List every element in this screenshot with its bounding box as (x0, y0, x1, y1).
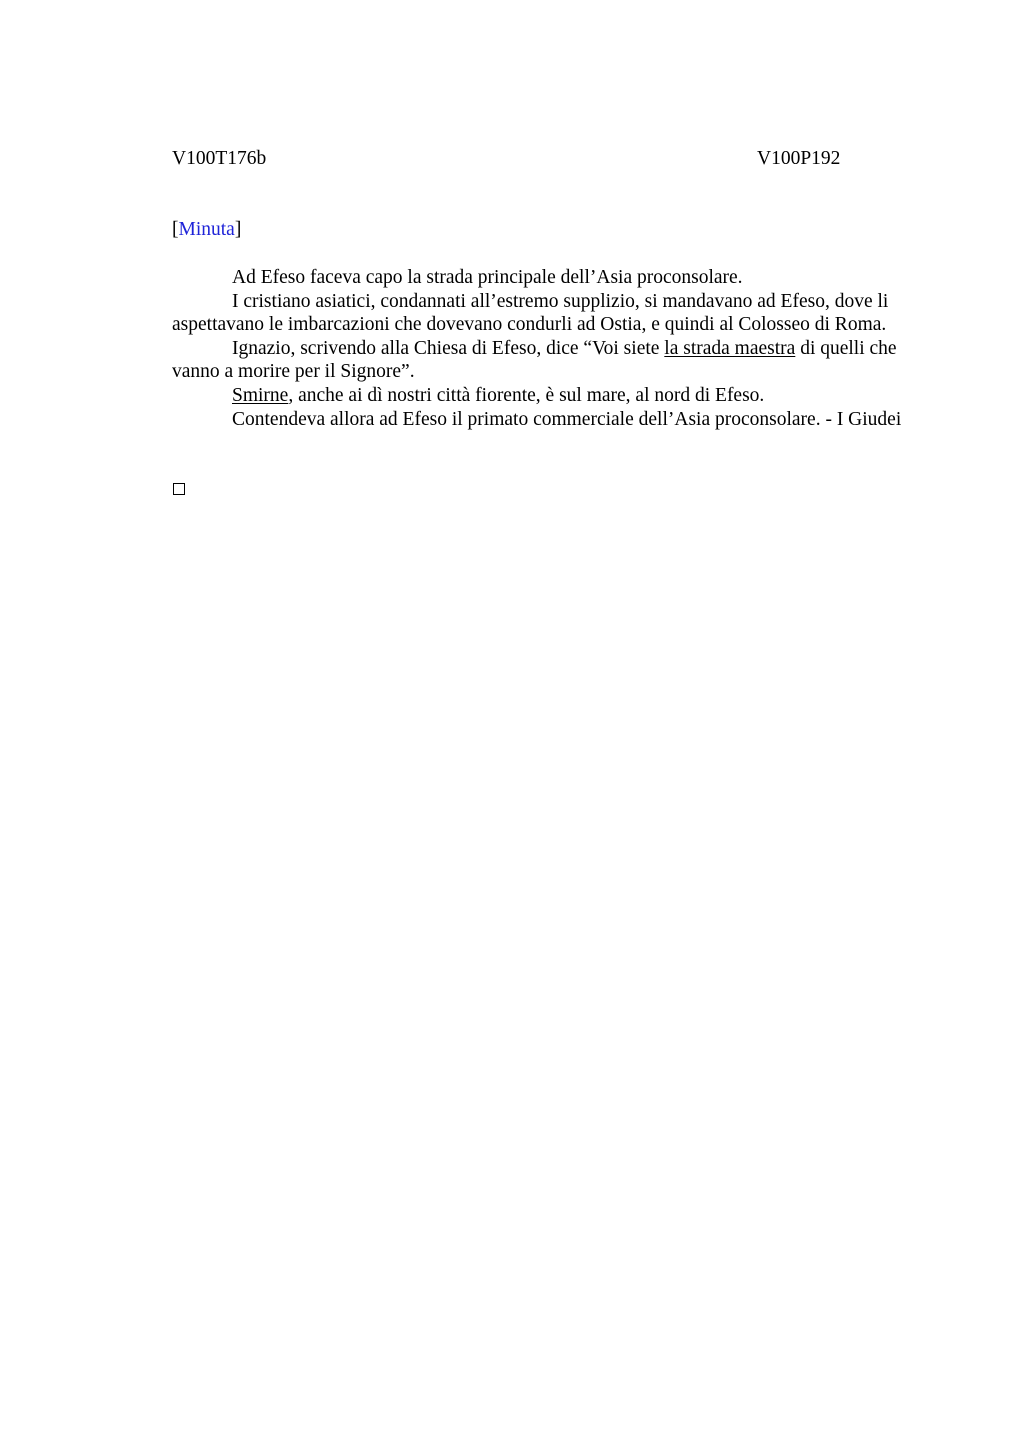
document-code-left: V100T176b (172, 148, 267, 169)
paragraph-2: I cristiano asiatici, condannati all’estremo supplizio, si mandavano ad Efeso, dove li aspettavano le imbarcazioni che dovevano condurli ad Ostia, e quindi al Colosseo di Roma. (172, 290, 889, 336)
checkbox-icon (173, 483, 185, 495)
paragraph-4 (172, 384, 942, 408)
paragraph-1: Ad Efeso faceva capo la strada principale dell’Asia proconsolare. (232, 267, 743, 288)
paragraph-5: Contendeva allora ad Efeso il primato commerciale dell’Asia proconsolare. - I Giudei (232, 408, 902, 430)
section-label (172, 219, 241, 241)
minuta-link[interactable]: Minuta (178, 219, 235, 240)
bracket-close: ] (234, 219, 242, 240)
document-body (172, 266, 942, 431)
underlined-phrase: la strada maestra (664, 337, 796, 359)
bracket-open: [ (172, 219, 179, 240)
paragraph-4-text-after: , anche ai dì nostri città fiorente, è sul mare, al nord di Efeso. (288, 384, 765, 406)
paragraph-3-text-before: Ignazio, scrivendo alla Chiesa di Efeso, dice “Voi siete (232, 337, 665, 359)
paragraph-3 (172, 337, 942, 384)
underlined-place-name: Smirne (232, 384, 289, 406)
paragraph-3-text-after: di quelli che vanno a morire per il Signore”. (172, 337, 897, 383)
document-code-right: V100P192 (757, 148, 841, 169)
